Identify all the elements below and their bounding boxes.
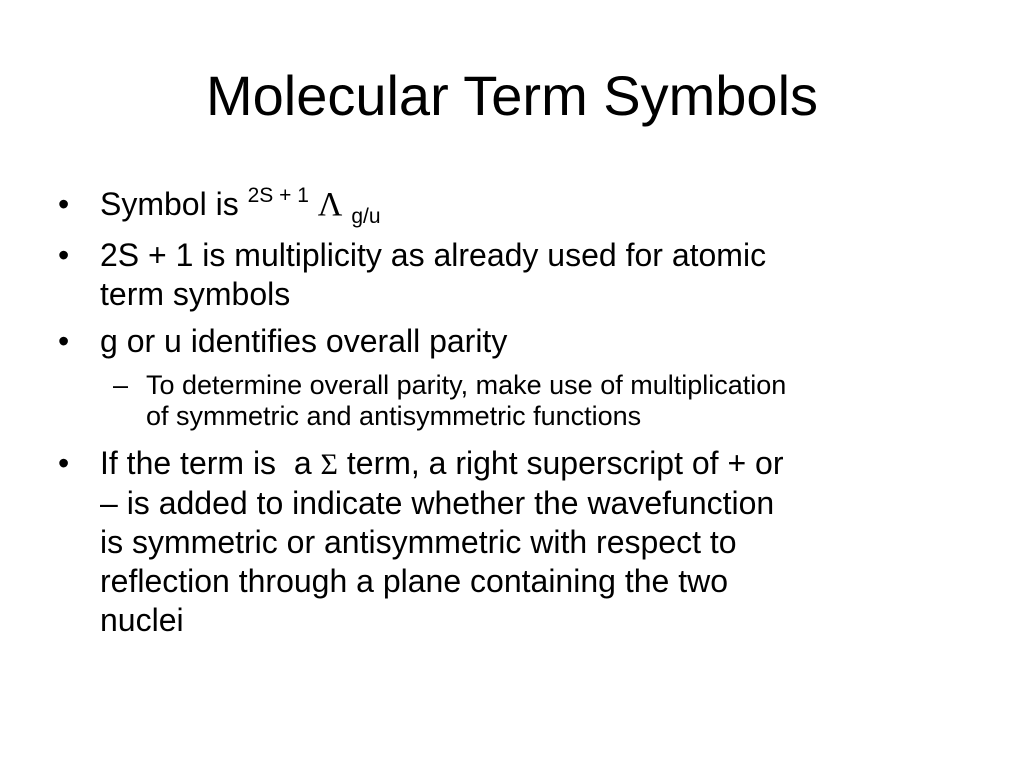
subbullet-line: of symmetric and antisymmetric functions xyxy=(146,401,642,431)
bullet-line: 2S + 1 is multiplicity as already used for atomic xyxy=(100,237,767,273)
multiplicity-superscript: 2S + 1 xyxy=(247,184,309,207)
subbullet-line: To determine overall parity, make use of multiplication xyxy=(146,370,787,400)
parity-subscript: g/u xyxy=(351,205,381,228)
bullet-parity xyxy=(58,322,980,361)
bullet-line: reflection through a plane containing the two xyxy=(100,563,728,599)
bullet-text: If the term is a xyxy=(100,445,312,481)
bullet-line: nuclei xyxy=(100,602,184,638)
subbullet-marker: – xyxy=(113,370,129,400)
lambda-symbol: Λ xyxy=(317,186,343,223)
slide-title: Molecular Term Symbols xyxy=(205,64,819,127)
bullet-marker: • xyxy=(58,445,70,481)
bullet-sigma-term xyxy=(58,444,980,640)
sigma-symbol: Σ xyxy=(320,448,338,481)
bullet-marker: • xyxy=(58,323,70,359)
bullet-marker: • xyxy=(58,237,70,273)
bullet-line: g or u identifies overall parity xyxy=(100,323,508,359)
bullet-marker: • xyxy=(58,186,70,222)
bullet-line: – is added to indicate whether the wavefunction xyxy=(100,485,775,521)
bullet-line: is symmetric or antisymmetric with respect to xyxy=(100,524,737,560)
subbullet-parity-method xyxy=(113,370,986,432)
bullet-text: Symbol is xyxy=(100,186,239,222)
bullet-multiplicity xyxy=(58,236,980,314)
bullet-text: term, a right superscript of + or xyxy=(346,445,784,481)
bullet-symbol-definition xyxy=(58,184,980,228)
bullet-line: term symbols xyxy=(100,276,291,312)
